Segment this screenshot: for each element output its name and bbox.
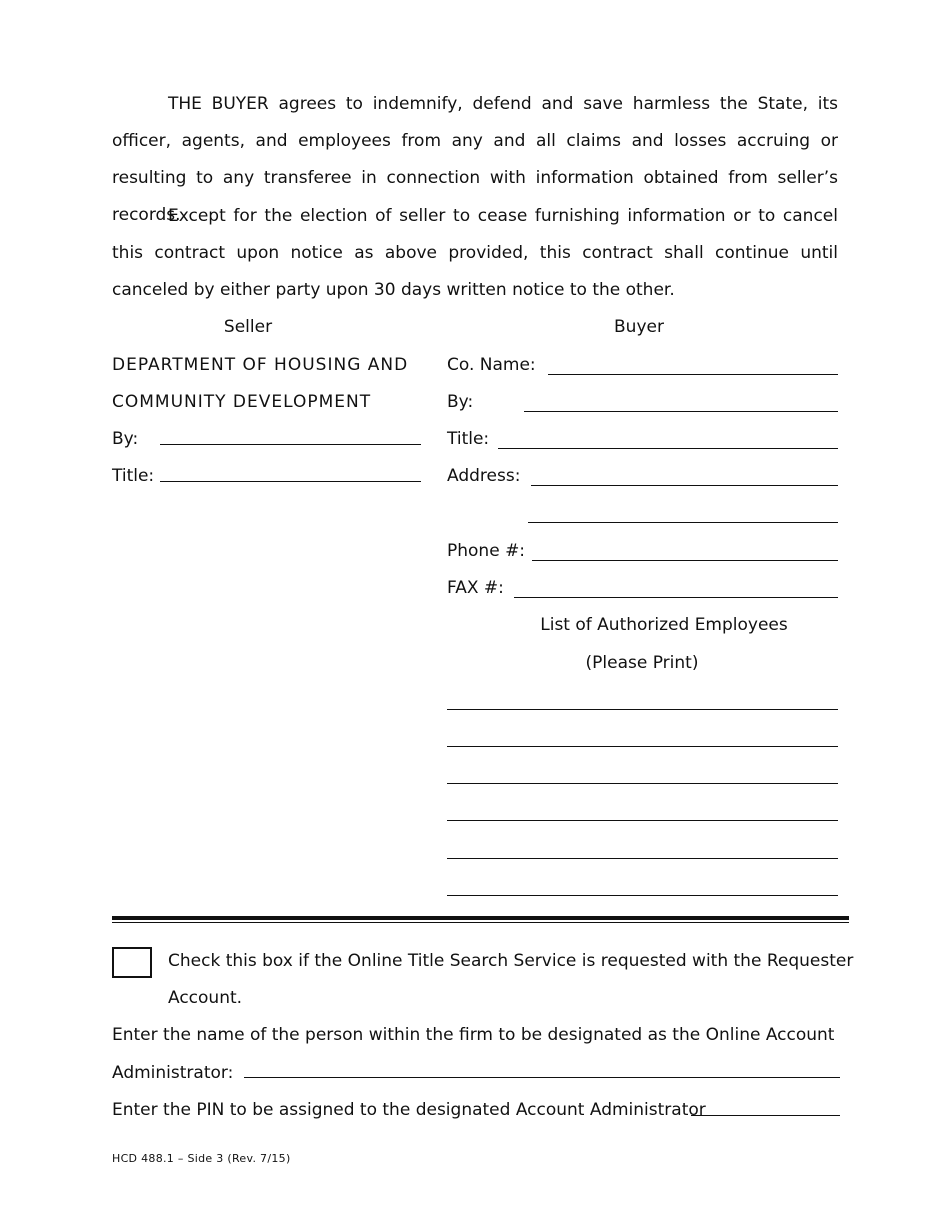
- section-divider-thick: [112, 916, 849, 920]
- employee-line-4[interactable]: [447, 820, 838, 821]
- buyer-phone-label: Phone #:: [447, 541, 526, 561]
- indemnify-text: THE BUYER agrees to indemnify, defend and save harmless the State, its officer, agents, and employees from any and all claims and losses accruing or resulting to any transferee in connection with information obtained from seller’s records.: [112, 94, 838, 225]
- buyer-by-label: By:: [447, 392, 474, 412]
- seller-org-line1: DEPARTMENT OF HOUSING AND: [112, 355, 409, 375]
- pin-field[interactable]: [691, 1115, 840, 1116]
- buyer-title-field[interactable]: [498, 448, 838, 449]
- checkbox-text-line2: Account.: [168, 988, 243, 1008]
- employee-line-6[interactable]: [447, 895, 838, 896]
- checkbox-text-line1: Check this box if the Online Title Search Service is requested with the Requester: [168, 951, 854, 971]
- seller-title-field[interactable]: [160, 481, 421, 482]
- employees-heading: List of Authorized Employees: [540, 615, 788, 635]
- buyer-co-name-label: Co. Name:: [447, 355, 536, 375]
- form-footer: HCD 488.1 – Side 3 (Rev. 7/15): [112, 1152, 291, 1165]
- seller-heading: Seller: [223, 317, 273, 337]
- buyer-address-field-1[interactable]: [531, 485, 838, 486]
- employee-line-5[interactable]: [447, 858, 838, 859]
- online-service-checkbox[interactable]: [112, 947, 152, 978]
- seller-org-line2: COMMUNITY DEVELOPMENT: [112, 392, 372, 412]
- section-divider-thin: [112, 922, 849, 923]
- seller-by-field[interactable]: [160, 444, 421, 445]
- buyer-address-field-2[interactable]: [528, 522, 838, 523]
- employee-line-1[interactable]: [447, 709, 838, 710]
- pin-text: Enter the PIN to be assigned to the designated Account Administrator: [112, 1100, 706, 1120]
- buyer-address-label: Address:: [447, 466, 521, 486]
- admin-text-line2: Administrator:: [112, 1063, 234, 1083]
- buyer-co-name-field[interactable]: [548, 374, 838, 375]
- buyer-by-field[interactable]: [524, 411, 838, 412]
- buyer-heading: Buyer: [614, 317, 664, 337]
- termination-text: Except for the election of seller to cease furnishing information or to cancel this contract upon notice as above provided, this contract shall continue until canceled by either party upon 30 days written notice to the other.: [112, 206, 838, 300]
- employee-line-3[interactable]: [447, 783, 838, 784]
- admin-text-line1: Enter the name of the person within the firm to be designated as the Online Account: [112, 1025, 835, 1045]
- employee-line-2[interactable]: [447, 746, 838, 747]
- admin-name-field[interactable]: [244, 1077, 840, 1078]
- seller-title-label: Title:: [112, 466, 155, 486]
- termination-paragraph: [112, 198, 838, 309]
- buyer-title-label: Title:: [447, 429, 490, 449]
- seller-by-label: By:: [112, 429, 139, 449]
- employees-subheading: (Please Print): [585, 653, 699, 673]
- buyer-fax-field[interactable]: [514, 597, 838, 598]
- buyer-phone-field[interactable]: [532, 560, 838, 561]
- buyer-fax-label: FAX #:: [447, 578, 504, 598]
